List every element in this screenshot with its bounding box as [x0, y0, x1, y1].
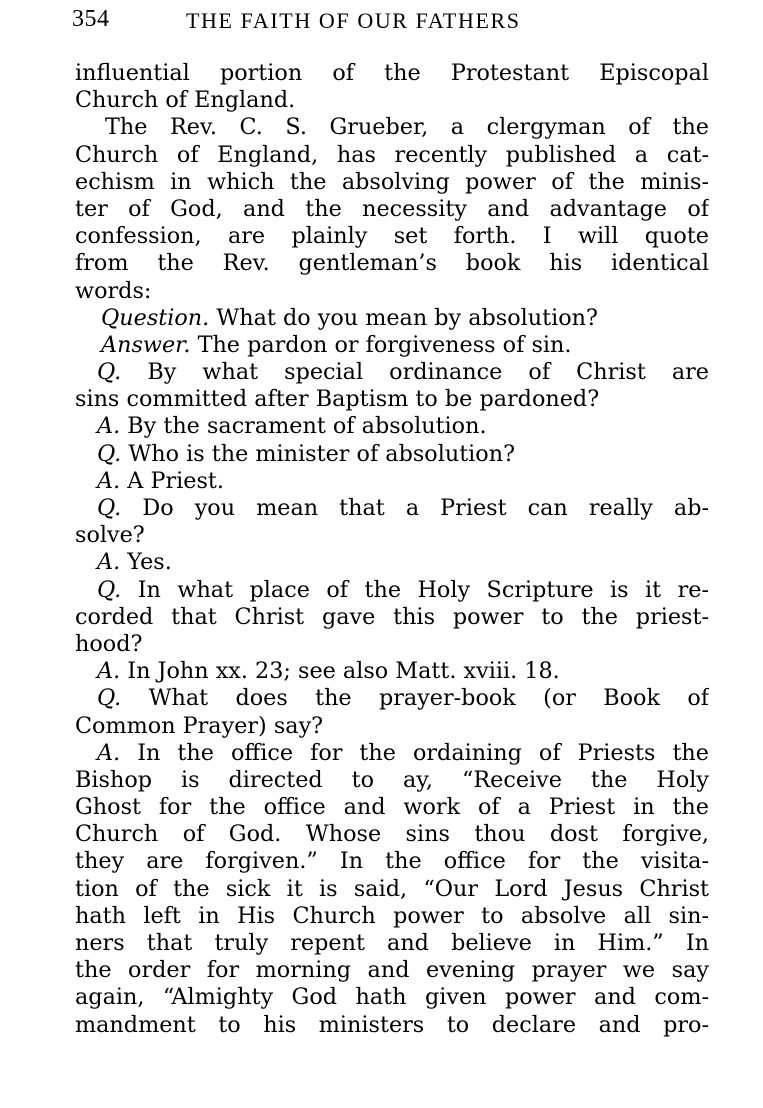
- text-line: solve?: [75, 522, 145, 549]
- qa-label: A.: [97, 658, 121, 685]
- page-header: [72, 4, 712, 36]
- qa-line: Q. Do you mean that a Priest can really ab-: [97, 495, 709, 521]
- text-line: Ghost for the office and work of a Priest in the: [75, 794, 709, 821]
- text-line: tion of the sick it is said, “Our Lord Jesus Christ: [75, 875, 709, 902]
- qa-label: Q.: [97, 359, 122, 386]
- text-line: mandment to his ministers to declare and pro-: [75, 1011, 709, 1038]
- qa-label: Q.: [97, 685, 122, 712]
- text-line: confession, are plainly set forth. I will quote: [75, 223, 709, 250]
- text-line: influential portion of the Protestant Episcopal: [75, 60, 709, 86]
- qa-line: Q. In what place of the Holy Scripture is it re-: [97, 576, 709, 603]
- qa-line: Q. What does the prayer-book (or Book of: [97, 685, 709, 712]
- qa-label: A.: [97, 739, 121, 766]
- qa-label: Q.: [97, 576, 122, 603]
- page-number: 354: [72, 6, 110, 32]
- text-line: hath left in His Church power to absolve all sin-: [75, 902, 709, 929]
- text-line: from the Rev. gentleman’s book his identical: [75, 250, 709, 277]
- text-line: The Rev. C. S. Grueber, a clergyman of the: [105, 114, 709, 141]
- text-line: Church of God. Whose sins thou dost forgive,: [75, 821, 709, 848]
- qa-line: Answer. The pardon or forgiveness of sin.: [101, 331, 572, 358]
- text-line: words:: [75, 277, 152, 304]
- qa-line: Q. By what special ordinance of Christ are: [97, 359, 709, 386]
- qa-label: A.: [97, 467, 121, 494]
- text-line: hood?: [75, 630, 143, 657]
- qa-line: A. A Priest.: [97, 467, 224, 494]
- text-line: Church of England.: [75, 87, 296, 114]
- text-line: again, “Almighty God hath given power and com-: [75, 984, 709, 1011]
- qa-line: Question. What do you mean by absolution?: [101, 304, 598, 331]
- text-line: Common Prayer) say?: [75, 712, 324, 739]
- qa-label: A.: [97, 413, 121, 440]
- qa-label: Answer.: [101, 331, 191, 358]
- text-line: echism in which the absolving power of the minis-: [75, 168, 709, 195]
- qa-line: A. In John xx. 23; see also Matt. xviii. 18.: [97, 658, 560, 685]
- text-line: ners that truly repent and believe in Him.” In: [75, 930, 709, 956]
- text-line: they are forgiven.” In the office for the visita-: [75, 848, 709, 875]
- qa-line: A. Yes.: [97, 549, 172, 576]
- qa-line: Q. Who is the minister of absolution?: [97, 440, 516, 467]
- text-line: the order for morning and evening prayer we say: [75, 957, 709, 984]
- text-line: Church of England, has recently published a cat-: [75, 141, 709, 168]
- body-text: [75, 60, 709, 1039]
- text-line: corded that Christ gave this power to the priest-: [75, 603, 709, 630]
- qa-label: Question.: [101, 304, 210, 331]
- running-head: THE FAITH OF OUR FATHERS: [186, 8, 521, 33]
- text-line: Bishop is directed to ay, “Receive the Holy: [75, 766, 709, 793]
- qa-line: A. By the sacrament of absolution.: [97, 413, 487, 440]
- qa-label: Q.: [97, 495, 122, 521]
- text-line: ter of God, and the necessity and advantage of: [75, 195, 709, 222]
- qa-label: A.: [97, 549, 121, 576]
- qa-label: Q.: [97, 440, 122, 467]
- qa-line: A. In the office for the ordaining of Priests the: [97, 739, 709, 766]
- text-line: sins committed after Baptism to be pardoned?: [75, 386, 600, 413]
